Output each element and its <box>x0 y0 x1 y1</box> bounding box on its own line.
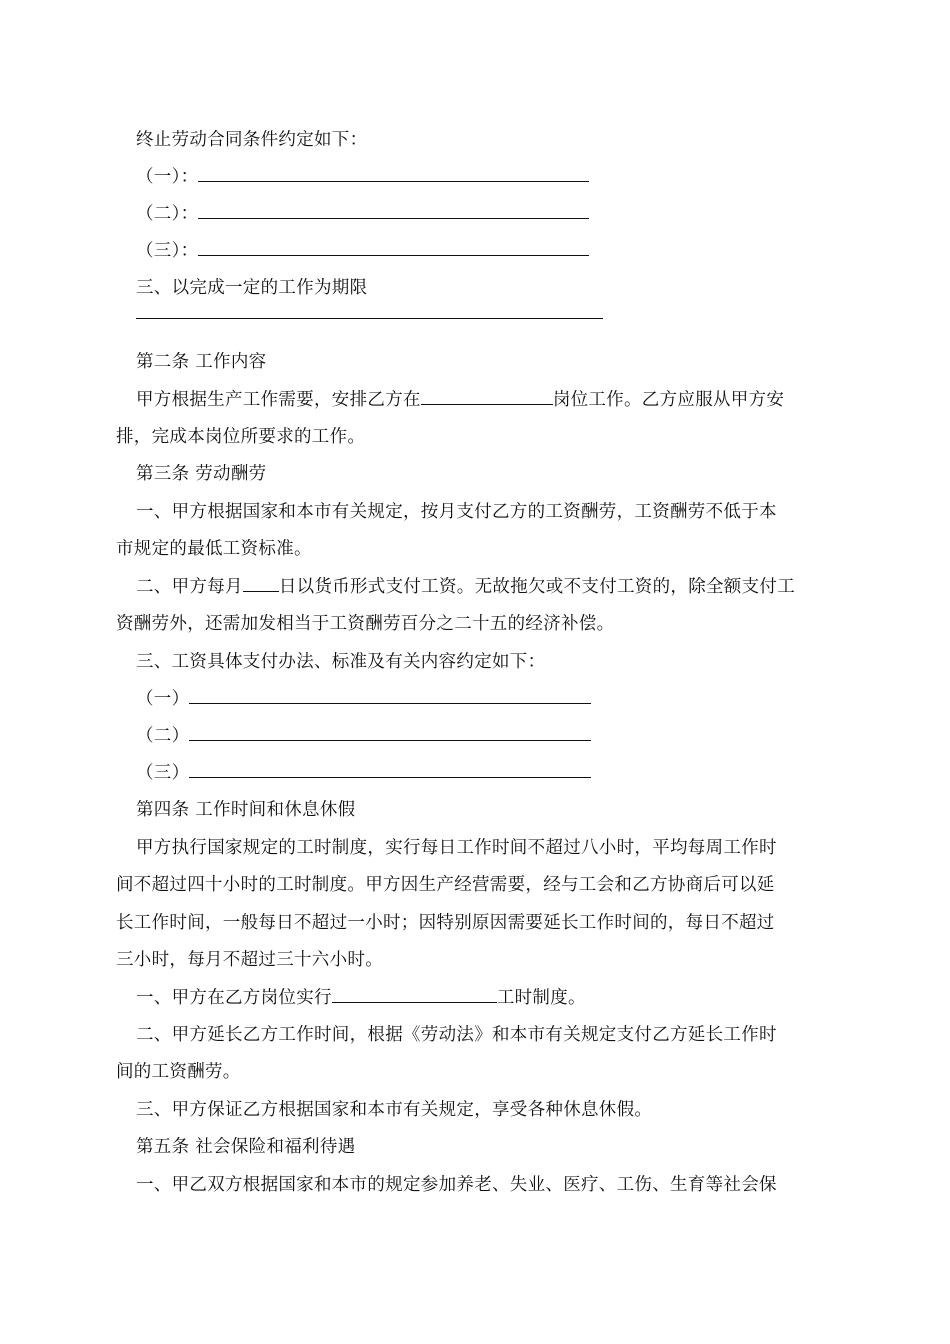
article-4-para-l2: 间不超过四十小时的工时制度。甲方因生产经营需要，经与工会和乙方协商后可以延 <box>116 875 775 895</box>
pay-item-3 <box>136 762 856 784</box>
fill-blank[interactable] <box>189 763 591 778</box>
fill-blank[interactable] <box>421 390 553 405</box>
fill-blank[interactable] <box>189 726 591 741</box>
fill-blank[interactable] <box>136 318 603 319</box>
article-5-para-1: 一、甲乙双方根据国家和本市的规定参加养老、失业、医疗、工伤、生育等社会保 <box>136 1175 777 1195</box>
fill-blank[interactable] <box>198 167 589 182</box>
article-4-para-l4: 三小时，每月不超过三十六小时。 <box>116 950 383 970</box>
terminate-item-label: （一）： <box>136 167 199 187</box>
pay-item-label: （一） <box>136 689 190 709</box>
article-3-para-1: 一、甲方根据国家和本市有关规定，按月支付乙方的工资酬劳，工资酬劳不低于本 <box>136 502 777 522</box>
article-4-item-3: 三、甲方保证乙方根据国家和本市有关规定，享受各种休息休假。 <box>136 1100 653 1120</box>
pay-item-2 <box>136 725 856 747</box>
pay-item-label: （二） <box>136 726 190 746</box>
text-segment: 工时制度。 <box>496 988 586 1008</box>
fill-blank[interactable] <box>332 988 497 1003</box>
article-2-title: 第二条 工作内容 <box>136 352 267 372</box>
article-3-title: 第三条 劳动酬劳 <box>136 464 267 484</box>
terminate-item-label: （二）： <box>136 204 199 224</box>
term-three: 三、以完成一定的工作为期限 <box>136 278 368 298</box>
article-3-para-3: 三、工资具体支付办法、标准及有关内容约定如下： <box>136 652 546 672</box>
text-segment: 甲方根据生产工作需要，安排乙方在 <box>136 390 421 410</box>
text-segment: 二、甲方每月 <box>136 577 243 597</box>
article-2-para-cont: 排，完成本岗位所要求的工作。 <box>116 427 366 447</box>
pay-item-1 <box>136 688 856 710</box>
text-segment: 岗位工作。乙方应服从甲方安 <box>552 390 785 410</box>
fill-blank[interactable] <box>189 689 591 704</box>
article-4-para-l3: 长工作时间，一般每日不超过一小时；因特别原因需要延长工作时间的，每日不超过 <box>116 913 775 933</box>
text-segment: 日以货币形式支付工资。无故拖欠或不支付工资的，除全额支付工 <box>278 577 796 597</box>
article-3-para-2 <box>136 576 856 598</box>
terminate-intro: 终止劳动合同条件约定如下： <box>136 130 368 150</box>
article-2-para <box>136 389 856 411</box>
article-3-para-2-cont: 资酬劳外，还需加发相当于工资酬劳百分之二十五的经济补偿。 <box>116 614 615 634</box>
article-4-item-2: 二、甲方延长乙方工作时间，根据《劳动法》和本市有关规定支付乙方延长工作时 <box>136 1025 777 1045</box>
terminate-item-label: （三）： <box>136 241 199 261</box>
terminate-item-3 <box>136 240 856 262</box>
article-4-item-2-cont: 间的工资酬劳。 <box>116 1062 241 1082</box>
article-3-para-1-cont: 市规定的最低工资标准。 <box>116 539 312 559</box>
pay-item-label: （三） <box>136 763 190 783</box>
terminate-item-1 <box>136 166 856 188</box>
article-4-para-l1: 甲方执行国家规定的工时制度，实行每日工作时间不超过八小时，平均每周工作时 <box>136 838 777 858</box>
fill-blank[interactable] <box>243 577 279 592</box>
fill-blank[interactable] <box>198 204 589 219</box>
article-4-title: 第四条 工作时间和休息休假 <box>136 800 356 820</box>
article-4-item-1 <box>136 987 856 1009</box>
terminate-item-2 <box>136 203 856 225</box>
article-5-title: 第五条 社会保险和福利待遇 <box>136 1137 356 1157</box>
text-segment: 一、甲方在乙方岗位实行 <box>136 988 332 1008</box>
fill-blank[interactable] <box>198 241 589 256</box>
